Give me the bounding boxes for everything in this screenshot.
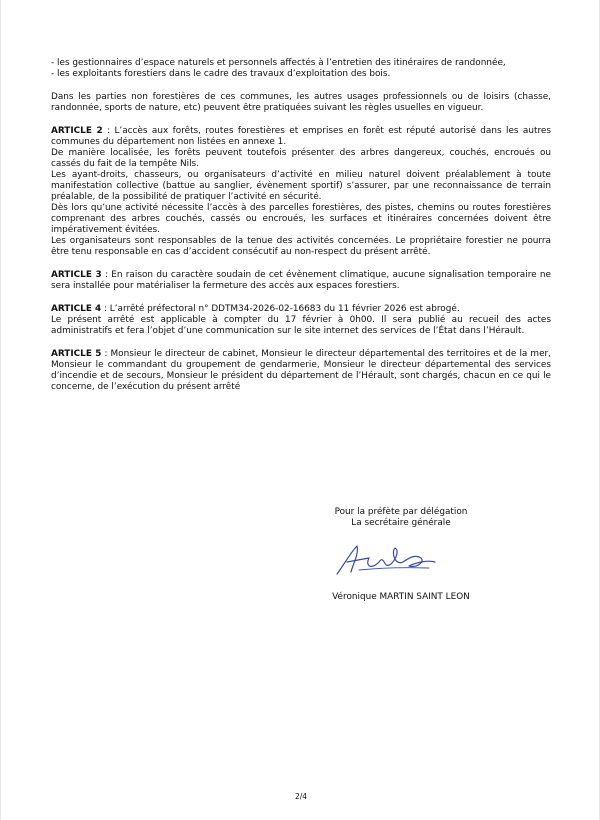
article-5-label: ARTICLE 5 bbox=[51, 349, 102, 359]
article-4 bbox=[51, 304, 551, 337]
article-2-label: ARTICLE 2 bbox=[51, 126, 103, 136]
article-3 bbox=[51, 270, 551, 292]
article-3-label: ARTICLE 3 bbox=[51, 270, 102, 280]
handwritten-signature bbox=[329, 540, 439, 580]
signature-title: La secrétaire générale bbox=[351, 518, 451, 528]
bullet-item: - les gestionnaires d’espace naturels et personnels affectés à l’entretien des itinéraires de randonnée, bbox=[51, 58, 506, 68]
signature-delegation: Pour la préfète par délégation bbox=[334, 507, 468, 517]
article-5-text: : Monsieur le directeur de cabinet, Monsieur le directeur départemental des territoires et de la mer, Monsieur le commandant du groupement de gendarmerie, Monsieur le directeur départemental des services d’incendie et de secours, Monsieur le président du département de l’Hérault, sont chargés, chacun en ce qui le concerne, de l’exécution du présent arrêté bbox=[51, 349, 551, 392]
article-2-first-line bbox=[51, 126, 551, 148]
article-4-text: Le présent arrêté est applicable à compter du 17 février à 0h00. Il sera publié au recueil des actes administratifs et fera l’objet d’une communication sur le site internet des services de l’État dans l’Hérault. bbox=[51, 315, 551, 336]
article-4-label: ARTICLE 4 bbox=[51, 304, 102, 314]
article-2-text: : L’accès aux forêts, routes forestières et emprises en forêt est réputé autorisé dans les autres communes du département non listées en annexe 1. bbox=[51, 126, 551, 147]
article-2-text: Les ayant-droits, chasseurs, ou organisateurs d’activité en milieu naturel doivent préalablement à toute manifestation collective (battue au sanglier, évènement sportif) s’assurer, par une reconnaissance de terrain préalable, de la possibilité de pratiquer l’activité en sécurité. bbox=[51, 170, 551, 202]
signer-name: Véronique MARTIN SAINT LEON bbox=[332, 592, 470, 602]
intro-paragraph: Dans les parties non forestières de ces communes, les autres usages professionnels ou de loisirs (chasse, randonnée, sports de nature, etc) peuvent être pratiquées suivant les règles usuelles en vigueur. bbox=[51, 92, 551, 113]
article-3-text: : En raison du caractère soudain de cet évènement climatique, aucune signalisation temporaire ne sera installée pour matérialiser la fermeture des accès aux espaces forestiers. bbox=[51, 270, 551, 291]
article-4-first-line bbox=[51, 304, 551, 315]
bullet-item: - les exploitants forestiers dans le cadre des travaux d’exploitation des bois. bbox=[51, 69, 391, 79]
bullet-list bbox=[51, 58, 551, 80]
document-body bbox=[51, 58, 551, 405]
article-5 bbox=[51, 349, 551, 393]
article-2-text: De manière localisée, les forêts peuvent toutefois présenter des arbres dangereux, couchés, encroués ou cassés du fait de la tempête Nils. bbox=[51, 148, 551, 169]
signature-block bbox=[301, 507, 501, 529]
page-number: 2/4 bbox=[294, 792, 308, 801]
article-2-text: Les organisateurs sont responsables de la tenue des activités concernées. Le propriétaire forestier ne pourra être tenu responsable en cas d’accident consécutif au non-respect du présent arrêté. bbox=[51, 236, 551, 257]
article-4-text: : L’arrêté préfectoral n° DDTM34-2026-02-16683 du 11 février 2026 est abrogé. bbox=[101, 304, 460, 314]
article-2-text: Dès lors qu’une activité nécessite l’accès à des parcelles forestières, des pistes, chemins ou routes forestières comprenant des arbres couchés, cassés ou encroués, les surfaces et itinéraires concernées doivent être impérativement évitées. bbox=[51, 203, 551, 235]
article-2 bbox=[51, 126, 551, 258]
